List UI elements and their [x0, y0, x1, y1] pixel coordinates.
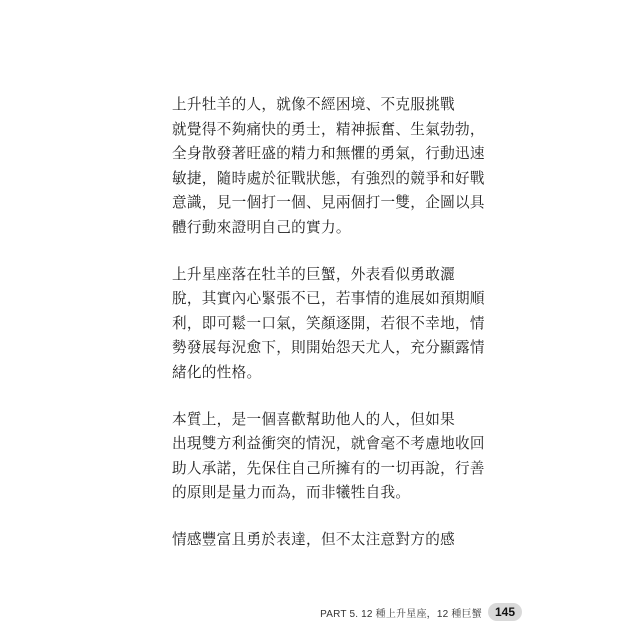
text-line: 意識，見一個打一個、見兩個打一雙，企圖以具	[172, 194, 485, 212]
paragraph-1	[172, 93, 485, 241]
text-line: 上升牡羊的人，就像不經困境、不克服挑戰	[172, 96, 455, 113]
page-number: 145	[488, 603, 522, 621]
text-line: 助人承諾，先保住自己所擁有的一切再說，行善	[172, 459, 485, 477]
text-line: 就覺得不夠痛快的勇士，精神振奮、生氣勃勃，	[172, 120, 485, 138]
text-line: 脫，其實內心緊張不已，若事情的進展如預期順	[172, 290, 485, 308]
text-line: 的原則是量力而為，而非犧牲自我。	[172, 484, 411, 502]
text-line: 上升星座落在牡羊的巨蟹，外表看似勇敢灑	[172, 265, 455, 283]
paragraph-4	[172, 528, 472, 553]
text-line: 全身散發著旺盛的精力和無懼的勇氣，行動迅速	[172, 145, 485, 163]
running-footer	[320, 603, 522, 621]
text-line: 敏捷，隨時處於征戰狀態，有強烈的競爭和好戰	[172, 169, 485, 187]
text-line: 利，即可鬆一口氣，笑顏逐開，若很不幸地，情	[172, 314, 485, 332]
paragraph-2	[172, 263, 485, 386]
text-line: 本質上，是一個喜歡幫助他人的人，但如果	[172, 410, 455, 428]
paragraph-3	[172, 408, 485, 506]
text-line: 勢發展每況愈下，則開始怨天尤人，充分顯露情	[172, 339, 485, 357]
text-line: 出現雙方利益衝突的情況，就會毫不考慮地收回	[172, 435, 485, 453]
text-line: 體行動來證明自己的實力。	[172, 218, 351, 236]
text-line: 緒化的性格。	[172, 363, 262, 381]
footer-chapter-label: PART 5. 12 種上升星座，12 種巨蟹	[320, 608, 482, 620]
text-line: 情感豐富且勇於表達，但不太注意對方的感	[172, 530, 455, 548]
body-text	[172, 93, 485, 575]
